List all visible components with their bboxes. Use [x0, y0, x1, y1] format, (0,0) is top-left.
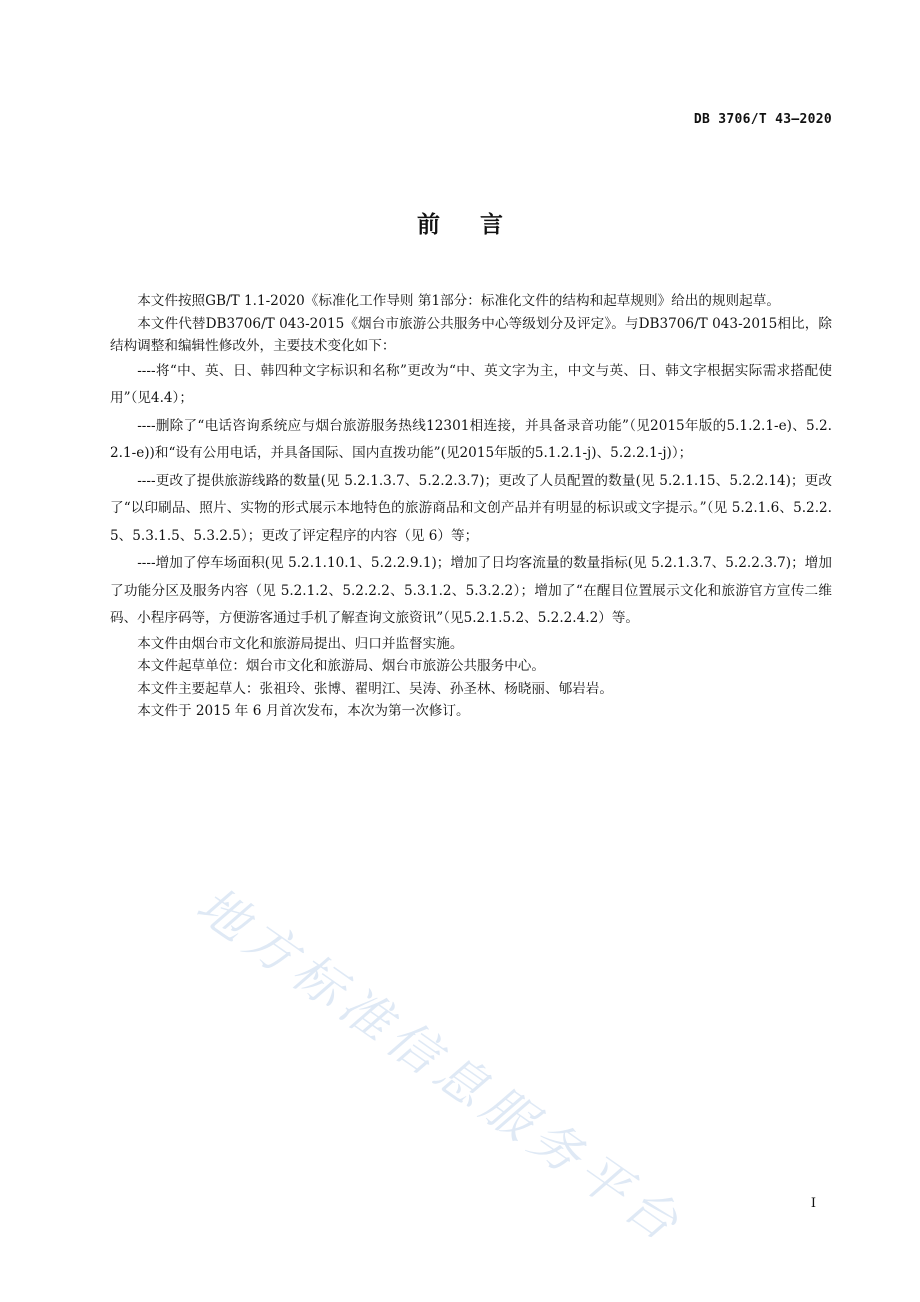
change-item-text-labels: ----将“中、英、日、韩四种文字标识和名称”更改为“中、英文字为主，中文与英、日、韩文字根据实际需求搭配使用”（见4.4）； [110, 362, 832, 406]
paragraph-history: 本文件于 2015 年 6 月首次发布，本次为第一次修订。 [137, 703, 470, 719]
watermark: 地方标准信息服务平台 [186, 875, 695, 1256]
paragraph-proposer: 本文件由烟台市文化和旅游局提出、归口并监督实施。 [137, 635, 464, 652]
page-title: 前言 [417, 212, 543, 238]
paragraph-basis: 本文件按照GB/T 1.1-2020《标准化工作导则 第1部分：标准化文件的结构和起草规则》给出的规则起草。 [137, 293, 780, 309]
paragraph-replacement: 本文件代替DB3706/T 043-2015《烟台市旅游公共服务中心等级划分及评定》。与DB3706/T 043-2015相比，除结构调整和编辑性修改外，主要技术变化如下： [110, 315, 832, 354]
paragraph-drafting-units: 本文件起草单位：烟台市文化和旅游局、烟台市旅游公共服务中心。 [137, 658, 545, 674]
paragraph-drafters: 本文件主要起草人：张祖玲、张博、翟明江、吴涛、孙圣林、杨晓丽、郇岩岩。 [137, 680, 613, 697]
standard-code: DB 3706/T 43—2020 [693, 112, 832, 127]
change-item-added: ----增加了停车场面积(见 5.2.1.10.1、5.2.2.9.1)；增加了日均客流量的数量指标(见 5.2.1.3.7、5.2.2.3.7)；增加了功能分区及服务内容（见 5.2.1.2、5.2.2.2、5.3.1.2、5.3.2.2）；增加了“在醒目位置展示文化和旅游官方宣传二维码、小程序码等，方便游客通过手机了解查询文旅资讯”（见5.2.1.5.2、5.2.2.4.2）等。 [110, 555, 832, 626]
page-number: I [810, 1196, 816, 1211]
document-body [110, 290, 832, 723]
change-item-modified: ----更改了提供旅游线路的数量(见 5.2.1.3.7、5.2.2.3.7)；更改了人员配置的数量(见 5.2.1.15、5.2.2.14)；更改了“以印刷品、照片、实物的形式展示本地特色的旅游商品和文创产品并有明显的标识或文字提示。”（见 5.2.1.6、5.2.2.5、5.3.1.5、5.3.2.5）；更改了评定程序的内容（见 6）等； [110, 472, 832, 544]
change-item-deleted: ----删除了“电话咨询系统应与烟台旅游服务热线12301相连接，并具备录音功能”（见2015年版的5.1.2.1-e)、5.2.2.1-e))和“设有公用电话，并具备国际、国内直拨功能”(见2015年版的5.1.2.1-j)、5.2.2.1-j)）； [110, 417, 832, 461]
